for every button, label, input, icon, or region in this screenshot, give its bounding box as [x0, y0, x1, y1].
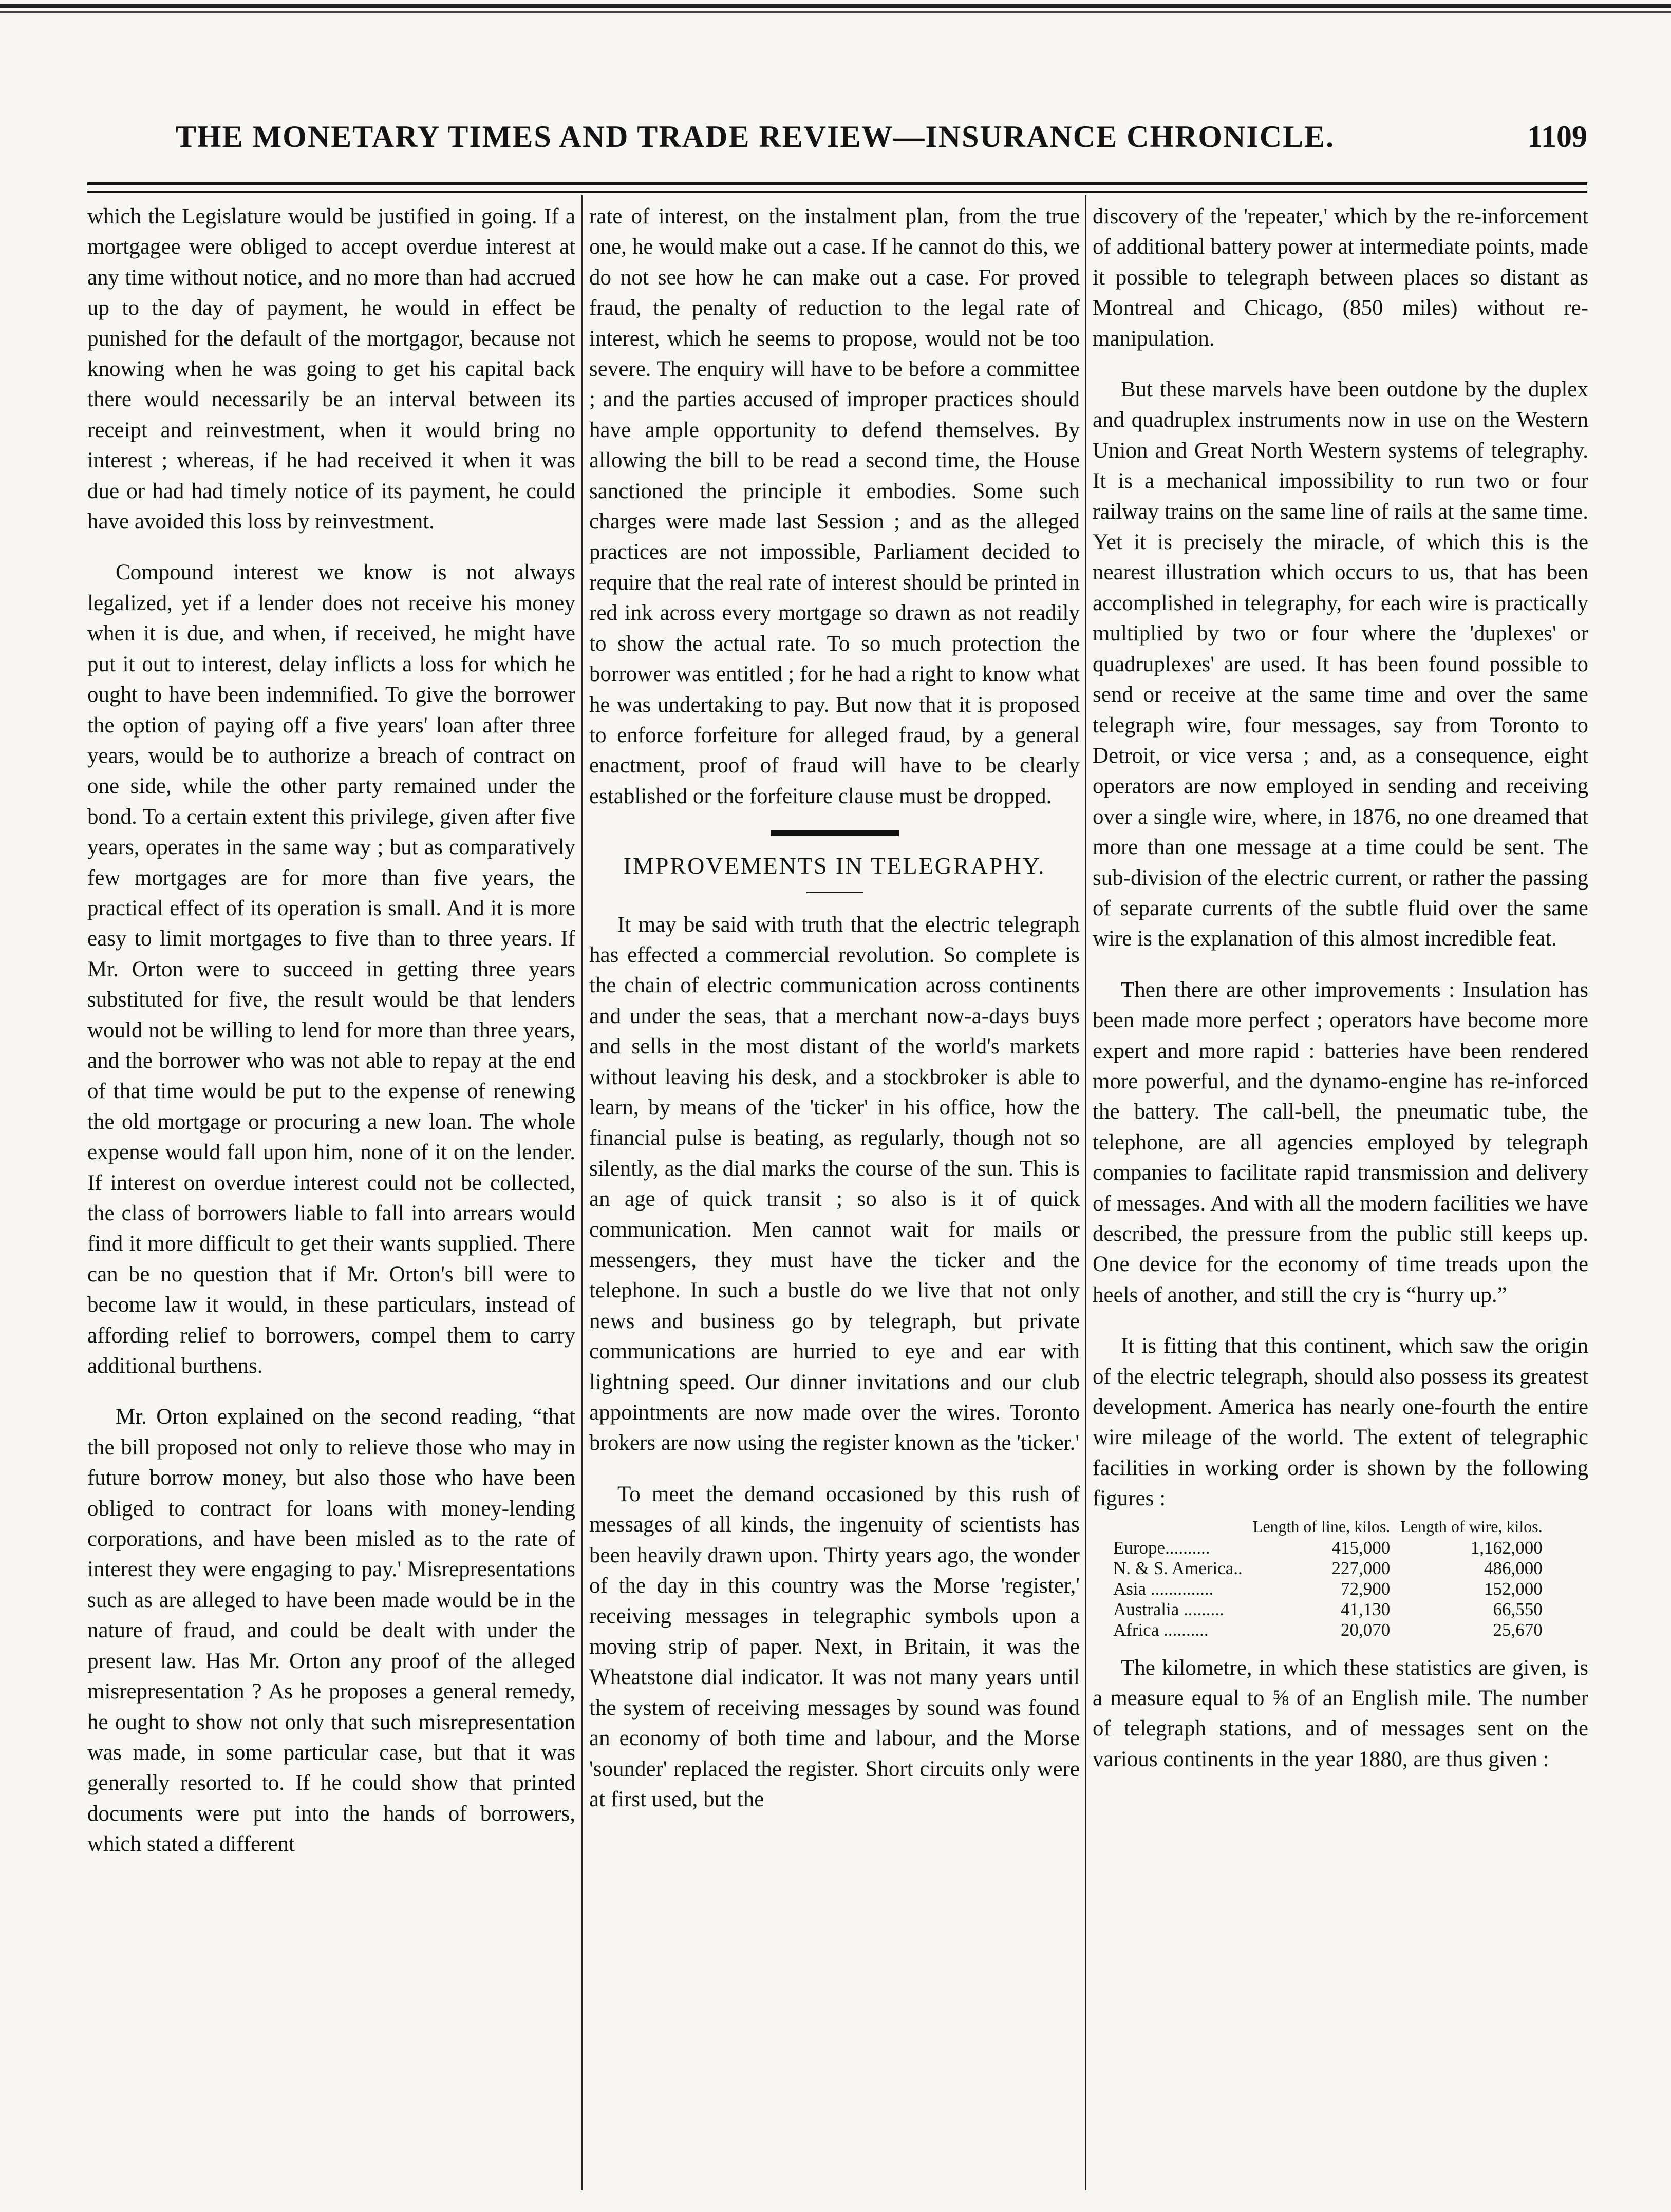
table-row	[1113, 1620, 1543, 1640]
top-border-rule-thin	[0, 11, 1671, 13]
section-divider	[771, 830, 899, 836]
wire-length-cell: 1,162,000	[1470, 1537, 1543, 1558]
paragraph: which the Legislature would be justified in going. If a mortgagee were obliged to accept overdue interest at any time without notice, and no more than had accrued up to the day of payment, he would in effect be punished for the default of the mortgagor, because not knowing when he was going to get his capital back there would necessarily be an interval between its receipt and reinvestment, when it would bring no interest ; whereas, if he had received it when it was due or had had timely notice of its payment, he could have avoided this loss by reinvestment.	[87, 204, 575, 534]
wire-length-cell: 25,670	[1493, 1619, 1543, 1640]
column-1	[87, 201, 575, 2189]
line-length-cell: 227,000	[1331, 1558, 1391, 1578]
table-row	[1113, 1538, 1543, 1558]
top-border-rule	[0, 4, 1671, 8]
paragraph: Mr. Orton explained on the second reading, “that the bill proposed not only to relieve those who may in future borrow money, but also those who have been obliged to contract for loans with money-lending corporations, and have been misled as to the rate of interest they were engaging to pay.' Misrepresentations such as are alleged to have been made would be in the nature of fraud, and could be dealt with under the present law. Has Mr. Orton any proof of the alleged misrepresentation ? As he proposes a general remedy, he ought to show not only that such misrepresentation was made, in some particular case, but that it was generally resorted to. If he could show that printed documents were put into the hands of borrowers, which stated a different	[87, 1405, 575, 1857]
column-2	[589, 201, 1080, 2189]
paragraph: It may be said with truth that the electric telegraph has effected a commercial revolution. So complete is the chain of electric communication across continents and under the seas, that a merchant now-a-days buys and sells in the most distant of the world's markets without leaving his desk, and a stockbroker is able to learn, by means of the 'ticker' in his office, how the financial pulse is beating, as regularly, though not so silently, as the dial marks the course of the sun. This is an age of quick transit ; so also is it of quick communication. Men cannot wait for mails or messengers, they must have the ticker and the telephone. In such a bustle do we live that not only news and business go by telegraph, but private communications are hurried to eye and ear with lightning speed. Our dinner invitations and our club appointments are now made over the wires. Toronto brokers are now using the register known as the 'ticker.'	[589, 912, 1080, 1455]
region-cell: Africa ..........	[1113, 1619, 1209, 1640]
paragraph: Compound interest we know is not always legalized, yet if a lender does not receive his money when it is due, and when, if received, he might have put it out to interest, delay inflicts a loss for which he ought to have been indemnified. To give the borrower the option of paying off a five years' loan after three years, would be to authorize a breach of contract on one side, while the other party remained under the bond. To a certain extent this privilege, given after five years, operates in the same way ; but as comparatively few mortgages are for more than five years, the practical effect of its operation is small. And it is more easy to limit mortgages to five than to three years. If Mr. Orton were to succeed in getting three years substituted for five, the result would be that lenders would not be willing to lend for more than three years, and the borrower who was not able to repay at the end of that time would be put to the expense of renewing the old mortgage or procuring a new loan. The whole expense would fall upon him, none of it on the lender. If interest on overdue interest could not be collected, the class of borrowers liable to fall into arrears would find it more difficult to get their wants supplied. There can be no question that if Mr. Orton's bill were to become law it would, in these particulars, instead of affording relief to borrowers, compel them to carry additional burthens.	[87, 560, 575, 1378]
wire-length-cell: 152,000	[1484, 1578, 1543, 1599]
telegraph-statistics-table	[1113, 1518, 1543, 1640]
column-divider-1	[581, 195, 583, 2190]
header-rule-thin	[87, 191, 1587, 193]
table-header-row	[1113, 1518, 1543, 1538]
region-cell: Asia ..............	[1113, 1578, 1214, 1599]
line-length-cell: 415,000	[1331, 1537, 1391, 1558]
line-length-cell: 20,070	[1341, 1619, 1391, 1640]
table-header-region	[1113, 1518, 1243, 1538]
line-length-cell: 41,130	[1341, 1599, 1391, 1619]
region-cell: Australia .........	[1113, 1599, 1224, 1619]
paragraph: Then there are other improvements : Insulation has been made more perfect ; operators have become more expert and more rapid : batteries have been rendered more powerful, and the dynamo-engine has re-inforced the battery. The call-bell, the pneumatic tube, the telephone, are all agencies employed by telegraph companies to facilitate rapid transmission and delivery of messages. And with all the modern facilities we have described, the pressure from the public still keeps up. One device for the economy of time treads upon the heels of another, and still the cry is “hurry up.”	[1093, 977, 1588, 1307]
page-header	[87, 119, 1587, 165]
wire-length-cell: 486,000	[1484, 1558, 1543, 1578]
table-header-wire: Length of wire, kilos.	[1400, 1517, 1543, 1536]
column-3	[1093, 201, 1588, 2189]
table-row	[1113, 1599, 1543, 1620]
wire-length-cell: 66,550	[1493, 1599, 1543, 1619]
column-divider-2	[1085, 195, 1086, 2190]
paragraph: It is fitting that this continent, which saw the origin of the electric telegraph, should also possess its greatest development. America has nearly one-fourth the entire wire mileage of the world. The extent of telegraphic facilities in working order is shown by the following figures :	[1093, 1334, 1588, 1511]
line-length-cell: 72,900	[1341, 1578, 1391, 1599]
running-title: THE MONETARY TIMES AND TRADE REVIEW—INSURANCE CHRONICLE.	[175, 120, 1335, 154]
table-row	[1113, 1579, 1543, 1599]
paragraph: But these marvels have been outdone by the duplex and quadruplex instruments now in use on the Western Union and Great North Western systems of telegraphy. It is a mechanical impossibility to run two or four railway trains on the same line of rails at the same time. Yet it is precisely the miracle, of which this is the nearest illustration which occurs to us, that has been accomplished in telegraphy, for each wire is practically multiplied by two or four where the 'duplexes' or quadruplexes' are used. It has been found possible to send or receive at the same time and over the same telegraph wire, four messages, say from Toronto to Detroit, or vice versa ; and, as a consequence, eight operators are now employed in sending and receiving over a single wire, where, in 1876, no one dreamed that more than one message at a time could be sent. The sub-division of the electric current, or rather the passing of separate currents of the subtle fluid over the same wire is the explanation of this almost incredible feat.	[1093, 377, 1588, 951]
paragraph: To meet the demand occasioned by this rush of messages of all kinds, the ingenuity of scientists has been heavily drawn upon. Thirty years ago, the wonder of the day in this country was the Morse 'register,' receiving messages in telegraphic symbols upon a moving strip of paper. Next, in Britain, it was the Wheatstone dial indicator. It was not many years until the system of receiving messages by sound was found an economy of both time and labour, and the Morse 'sounder' replaced the register. Short circuits only were at first used, but the	[589, 1482, 1080, 1811]
paragraph: The kilometre, in which these statistics are given, is a measure equal to ⅝ of an English mile. The number of telegraph stations, and of messages sent on the various continents in the year 1880, are thus given :	[1093, 1655, 1588, 1771]
header-rule-thick	[87, 182, 1587, 185]
region-cell: Europe..........	[1113, 1537, 1210, 1558]
section-heading: IMPROVEMENTS IN TELEGRAPHY.	[623, 853, 1046, 879]
paragraph: discovery of the 'repeater,' which by the re-inforcement of additional battery power at intermediate points, made it possible to telegraph between places so distant as Montreal and Chicago, (850 miles) without re-manipulation.	[1093, 204, 1588, 351]
table-row	[1113, 1558, 1543, 1579]
paragraph: rate of interest, on the instalment plan, from the true one, he would make out a case. If he cannot do this, we do not see how he can make out a case. For proved fraud, the penalty of reduction to the legal rate of interest, which he seems to propose, would not be too severe. The enquiry will have to be before a committee ; and the parties accused of improper practices should have ample opportunity to defend themselves. By allowing the bill to be read a second time, the House sanctioned the principle it embodies. Some such charges were made last Session ; and as the alleged practices are not impossible, Parliament decided to require that the real rate of interest should be printed in red ink across every mortgage so drawn as not readily to show the actual rate. To so much protection the borrower was entitled ; for he had a right to know what he was undertaking to pay. But now that it is proposed to enforce forfeiture for alleged fraud, by a general enactment, proof of fraud will have to be clearly established or the forfeiture clause must be dropped.	[589, 204, 1080, 808]
page-number: 1109	[1527, 120, 1587, 154]
region-cell: N. & S. America..	[1113, 1558, 1243, 1578]
table-header-line: Length of line, kilos.	[1252, 1517, 1391, 1536]
heading-rule	[806, 892, 863, 893]
